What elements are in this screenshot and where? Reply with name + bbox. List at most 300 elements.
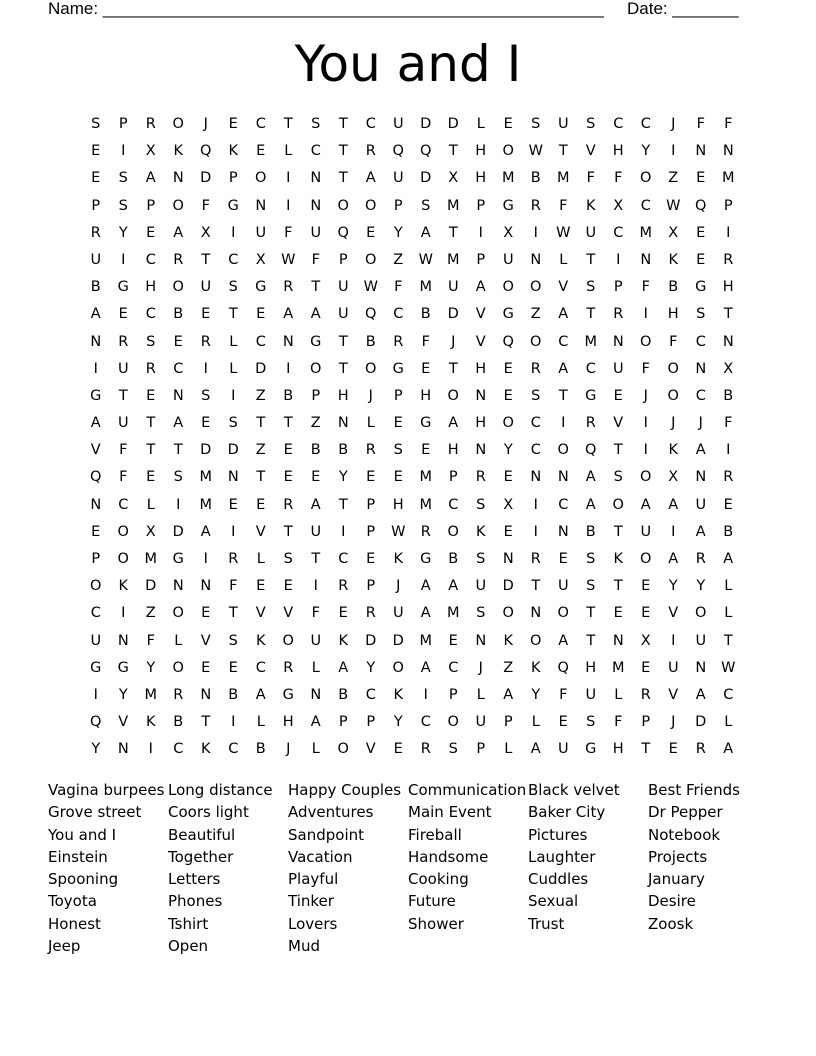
grid-letter: S	[586, 714, 596, 731]
grid-letter: B	[723, 387, 734, 404]
grid-letter: V	[558, 279, 569, 296]
grid-letter: C	[420, 714, 431, 731]
grid-letter: F	[724, 116, 733, 132]
grid-letter: H	[282, 714, 294, 731]
grid-letter: H	[337, 387, 349, 404]
grid-row	[82, 386, 742, 413]
grid-letter: C	[255, 659, 266, 676]
grid-letter: M	[556, 170, 570, 187]
grid-letter: T	[118, 387, 128, 404]
grid-letter: E	[256, 496, 266, 513]
grid-letter: R	[145, 116, 156, 132]
word-list-item: You and I	[48, 825, 117, 844]
grid-letter: V	[668, 605, 679, 622]
grid-letter: N	[310, 170, 322, 187]
grid-letter: M	[419, 469, 432, 486]
grid-letter: N	[475, 442, 487, 459]
grid-letter: R	[530, 360, 541, 377]
grid-letter: A	[695, 442, 706, 459]
grid-letter: Y	[393, 714, 403, 731]
grid-letter: T	[201, 251, 211, 268]
grid-letter: T	[586, 306, 596, 323]
grid-letter: P	[338, 714, 348, 731]
grid-letter: O	[172, 659, 184, 676]
grid-letter: F	[311, 605, 320, 622]
grid-letter: U	[557, 741, 569, 758]
grid-letter: M	[501, 170, 515, 187]
word-column	[648, 779, 768, 935]
grid-letter: J	[478, 659, 483, 676]
grid-letter: A	[585, 469, 596, 486]
grid-row	[82, 631, 742, 658]
grid-letter: S	[228, 632, 238, 649]
grid-letter: Y	[118, 686, 128, 703]
word-list-item: Letters	[168, 870, 221, 889]
grid-letter: B	[448, 551, 459, 567]
grid-letter: X	[255, 251, 266, 268]
grid-letter: S	[586, 116, 596, 132]
word-list-item: Tshirt	[168, 914, 209, 933]
grid-letter: K	[145, 714, 156, 731]
grid-letter: W	[721, 659, 736, 676]
grid-letter: E	[366, 469, 376, 486]
word-list-item: Tinker	[288, 892, 334, 911]
grid-letter: D	[365, 632, 377, 649]
grid-letter: X	[668, 469, 679, 486]
grid-letter: N	[282, 333, 294, 350]
grid-letter: S	[586, 551, 596, 567]
grid-letter: N	[172, 170, 184, 187]
grid-letter: I	[726, 442, 731, 459]
grid-letter: G	[90, 659, 102, 676]
grid-letter: F	[614, 714, 623, 731]
grid-letter: I	[286, 197, 291, 214]
grid-letter: R	[640, 686, 651, 703]
grid-letter: S	[311, 116, 321, 132]
grid-letter: P	[366, 523, 376, 540]
date-field-label: Date: _______	[627, 0, 739, 18]
grid-letter: N	[475, 387, 487, 404]
grid-letter: E	[393, 741, 403, 758]
grid-letter: G	[117, 279, 129, 296]
grid-letter: P	[393, 387, 403, 404]
word-column	[288, 779, 408, 957]
grid-letter: R	[173, 251, 184, 268]
grid-letter: I	[231, 714, 236, 731]
word-list	[48, 779, 768, 959]
grid-letter: R	[365, 442, 376, 459]
grid-letter: L	[476, 116, 485, 132]
grid-letter: Y	[641, 143, 651, 160]
grid-letter: T	[613, 578, 623, 595]
grid-letter: A	[310, 306, 321, 323]
grid-letter: P	[91, 197, 101, 214]
grid-letter: R	[283, 496, 294, 513]
grid-letter: I	[478, 224, 483, 241]
grid-letter: J	[203, 116, 208, 132]
grid-letter: F	[559, 197, 568, 214]
grid-letter: C	[695, 333, 706, 350]
word-list-item: Coors light	[168, 803, 249, 822]
grid-letter: N	[172, 387, 184, 404]
grid-letter: A	[668, 551, 679, 567]
grid-letter: V	[200, 632, 211, 649]
grid-letter: M	[144, 551, 157, 567]
grid-letter: Q	[420, 143, 432, 160]
grid-letter: J	[396, 578, 401, 595]
grid-letter: C	[393, 306, 404, 323]
grid-letter: I	[643, 415, 648, 432]
grid-letter: T	[448, 143, 458, 160]
grid-letter: X	[668, 224, 679, 241]
grid-letter: R	[90, 224, 101, 241]
grid-letter: J	[671, 116, 676, 132]
grid-letter: A	[283, 306, 294, 323]
grid-letter: A	[90, 306, 101, 323]
grid-letter: U	[612, 360, 624, 377]
grid-letter: O	[447, 523, 459, 540]
grid-letter: M	[446, 251, 460, 268]
grid-letter: J	[368, 387, 373, 404]
grid-letter: E	[641, 659, 651, 676]
grid-row	[82, 114, 742, 141]
grid-letter: E	[118, 306, 128, 323]
grid-letter: T	[228, 306, 238, 323]
grid-letter: O	[117, 523, 129, 540]
grid-letter: U	[585, 686, 597, 703]
grid-letter: L	[559, 251, 568, 268]
grid-row	[82, 440, 742, 467]
grid-letter: H	[722, 279, 734, 296]
grid-letter: E	[448, 632, 458, 649]
grid-letter: U	[557, 116, 569, 132]
grid-letter: F	[146, 632, 155, 649]
grid-letter: A	[420, 224, 431, 241]
grid-letter: N	[722, 333, 734, 350]
grid-letter: O	[667, 360, 679, 377]
grid-letter: I	[203, 551, 208, 567]
grid-letter: C	[228, 251, 239, 268]
grid-letter: O	[502, 143, 514, 160]
grid-letter: I	[313, 578, 318, 595]
grid-letter: A	[420, 605, 431, 622]
grid-letter: E	[558, 551, 568, 567]
grid-letter: Z	[310, 415, 321, 432]
grid-letter: T	[531, 578, 541, 595]
grid-letter: G	[420, 415, 432, 432]
grid-letter: V	[283, 605, 294, 622]
word-list-item: Toyota	[48, 892, 97, 911]
word-list-item: Jeep	[48, 937, 81, 956]
grid-row	[82, 739, 742, 766]
word-list-item: Vacation	[288, 847, 353, 866]
grid-letter: K	[255, 632, 266, 649]
grid-letter: C	[338, 551, 349, 567]
grid-letter: E	[558, 714, 568, 731]
grid-letter: C	[145, 251, 156, 268]
grid-letter: J	[451, 333, 456, 350]
grid-letter: S	[146, 333, 156, 350]
grid-letter: S	[531, 116, 541, 132]
grid-letter: T	[311, 551, 321, 567]
grid-letter: I	[93, 360, 98, 377]
grid-row	[82, 332, 742, 359]
grid-letter: M	[419, 496, 432, 513]
grid-letter: C	[585, 360, 596, 377]
grid-letter: E	[421, 360, 431, 377]
grid-letter: G	[695, 279, 707, 296]
grid-letter: A	[90, 415, 101, 432]
grid-letter: B	[283, 387, 294, 404]
grid-letter: N	[172, 578, 184, 595]
word-list-item: Pictures	[528, 825, 588, 844]
word-list-item: Fireball	[408, 825, 462, 844]
grid-letter: A	[310, 496, 321, 513]
grid-letter: A	[200, 523, 211, 540]
grid-letter: U	[255, 224, 267, 241]
grid-letter: X	[503, 224, 514, 241]
grid-letter: K	[228, 143, 238, 160]
grid-letter: D	[447, 116, 459, 132]
grid-letter: P	[448, 469, 458, 486]
grid-letter: K	[118, 578, 128, 595]
grid-letter: S	[696, 306, 706, 323]
grid-letter: N	[502, 551, 514, 567]
word-list-item: Grove street	[48, 803, 142, 822]
grid-letter: T	[283, 116, 293, 132]
grid-letter: E	[613, 605, 623, 622]
grid-letter: R	[723, 251, 734, 268]
grid-letter: N	[117, 741, 129, 758]
grid-letter: O	[282, 632, 294, 649]
grid-letter: B	[173, 714, 184, 731]
grid-letter: O	[172, 197, 184, 214]
grid-letter: V	[668, 686, 679, 703]
grid-letter: P	[476, 251, 486, 268]
grid-letter: I	[148, 741, 153, 758]
grid-letter: C	[173, 360, 184, 377]
grid-letter: B	[723, 523, 734, 540]
grid-letter: O	[667, 387, 679, 404]
grid-letter: H	[612, 741, 624, 758]
grid-letter: U	[337, 279, 349, 296]
grid-letter: V	[475, 306, 486, 323]
grid-letter: E	[613, 387, 623, 404]
grid-letter: B	[338, 442, 349, 459]
grid-letter: E	[668, 741, 678, 758]
grid-letter: C	[558, 496, 569, 513]
grid-letter: H	[475, 143, 487, 160]
grid-letter: U	[475, 714, 487, 731]
grid-letter: K	[530, 659, 541, 676]
grid-letter: S	[421, 197, 431, 214]
grid-letter: Q	[90, 469, 102, 486]
grid-letter: P	[393, 197, 403, 214]
grid-letter: F	[284, 224, 293, 241]
word-list-item: Cooking	[408, 870, 469, 889]
grid-letter: Q	[90, 714, 102, 731]
word-list-item: Phones	[168, 892, 223, 911]
grid-letter: R	[695, 551, 706, 567]
grid-letter: A	[695, 686, 706, 703]
grid-letter: T	[311, 279, 321, 296]
grid-letter: N	[90, 333, 102, 350]
grid-letter: G	[255, 279, 267, 296]
grid-letter: M	[446, 605, 460, 622]
grid-letter: V	[613, 415, 624, 432]
grid-letter: S	[586, 279, 596, 296]
grid-letter: R	[420, 523, 431, 540]
grid-letter: A	[338, 659, 349, 676]
grid-letter: G	[172, 551, 184, 567]
grid-letter: A	[475, 279, 486, 296]
grid-letter: P	[503, 714, 513, 731]
word-list-item: Spooning	[48, 870, 119, 889]
word-list-item: Happy Couples	[288, 781, 402, 799]
grid-row	[82, 359, 742, 386]
grid-letter: V	[255, 605, 266, 622]
grid-letter: F	[119, 469, 128, 486]
grid-letter: Y	[668, 578, 678, 595]
grid-letter: O	[640, 469, 652, 486]
grid-letter: I	[203, 360, 208, 377]
header	[48, 0, 748, 20]
grid-letter: S	[118, 197, 128, 214]
grid-letter: N	[530, 251, 542, 268]
grid-letter: U	[310, 224, 322, 241]
grid-letter: O	[310, 360, 322, 377]
grid-letter: O	[557, 442, 569, 459]
grid-letter: H	[475, 170, 487, 187]
grid-letter: M	[611, 659, 625, 676]
grid-letter: C	[228, 741, 239, 758]
word-list-item: Projects	[648, 847, 708, 866]
word-column	[168, 779, 288, 957]
word-list-item: Together	[168, 847, 234, 866]
grid-letter: U	[90, 632, 102, 649]
grid-letter: K	[668, 442, 678, 459]
grid-letter: J	[643, 387, 648, 404]
grid-letter: L	[146, 496, 155, 513]
grid-letter: E	[696, 251, 706, 268]
grid-letter: M	[419, 632, 432, 649]
grid-letter: T	[558, 387, 568, 404]
grid-letter: C	[448, 496, 459, 513]
grid-letter: P	[723, 197, 733, 214]
grid-letter: C	[530, 442, 541, 459]
grid-letter: S	[201, 387, 211, 404]
grid-letter: G	[585, 387, 597, 404]
grid-letter: X	[145, 523, 156, 540]
grid-letter: N	[612, 632, 624, 649]
grid-letter: F	[559, 686, 568, 703]
grid-letter: L	[504, 741, 513, 758]
grid-letter: I	[643, 442, 648, 459]
grid-row	[82, 712, 742, 739]
grid-letter: J	[671, 714, 676, 731]
grid-letter: A	[503, 686, 514, 703]
grid-letter: I	[231, 523, 236, 540]
word-column	[528, 779, 648, 935]
grid-letter: O	[640, 551, 652, 567]
grid-letter: K	[393, 686, 403, 703]
grid-letter: E	[91, 523, 101, 540]
grid-letter: I	[286, 170, 291, 187]
grid-letter: P	[311, 387, 321, 404]
grid-letter: Q	[557, 659, 569, 676]
grid-letter: P	[366, 578, 376, 595]
grid-letter: F	[394, 279, 403, 296]
grid-letter: D	[695, 714, 707, 731]
grid-letter: T	[723, 632, 733, 649]
grid-letter: W	[418, 251, 433, 268]
grid-letter: T	[338, 170, 348, 187]
grid-letter: I	[286, 360, 291, 377]
grid-letter: Z	[145, 605, 156, 622]
word-list-item: Vagina burpees	[48, 781, 165, 799]
grid-row	[82, 413, 742, 440]
grid-letter: B	[255, 741, 266, 758]
grid-letter: R	[530, 551, 541, 567]
grid-letter: D	[172, 523, 184, 540]
grid-letter: N	[530, 469, 542, 486]
grid-letter: U	[337, 306, 349, 323]
grid-letter: F	[641, 279, 650, 296]
grid-letter: Y	[338, 469, 348, 486]
grid-letter: K	[585, 197, 596, 214]
page-title: You and I	[294, 35, 522, 93]
grid-letter: K	[613, 551, 623, 567]
grid-letter: R	[723, 469, 734, 486]
word-column	[48, 779, 168, 957]
grid-letter: E	[503, 360, 513, 377]
grid-letter: T	[228, 605, 238, 622]
grid-letter: E	[256, 306, 266, 323]
grid-letter: O	[90, 578, 102, 595]
grid-letter: J	[671, 415, 676, 432]
grid-letter: T	[723, 306, 733, 323]
word-list-item: Beautiful	[168, 825, 236, 844]
grid-letter: Q	[392, 143, 404, 160]
grid-letter: E	[146, 387, 156, 404]
grid-letter: H	[145, 279, 157, 296]
grid-letter: L	[256, 551, 265, 567]
grid-letter: O	[255, 170, 267, 187]
grid-letter: K	[668, 251, 678, 268]
grid-letter: X	[200, 224, 211, 241]
grid-letter: Z	[255, 442, 266, 459]
grid-letter: L	[174, 632, 183, 649]
grid-letter: A	[530, 741, 541, 758]
grid-letter: T	[448, 360, 458, 377]
grid-letter: O	[365, 251, 377, 268]
grid-letter: A	[585, 496, 596, 513]
grid-letter: X	[145, 143, 156, 160]
grid-letter: S	[283, 551, 293, 567]
grid-letter: W	[281, 251, 296, 268]
grid-letter: I	[671, 523, 676, 540]
grid-letter: O	[172, 279, 184, 296]
grid-letter: T	[641, 741, 651, 758]
grid-letter: A	[723, 551, 734, 567]
grid-letter: H	[475, 360, 487, 377]
grid-letter: N	[695, 360, 707, 377]
grid-letter: G	[585, 741, 597, 758]
grid-letter: A	[668, 496, 679, 513]
grid-letter: T	[586, 251, 596, 268]
grid-letter: Q	[502, 333, 514, 350]
grid-letter: E	[91, 143, 101, 160]
